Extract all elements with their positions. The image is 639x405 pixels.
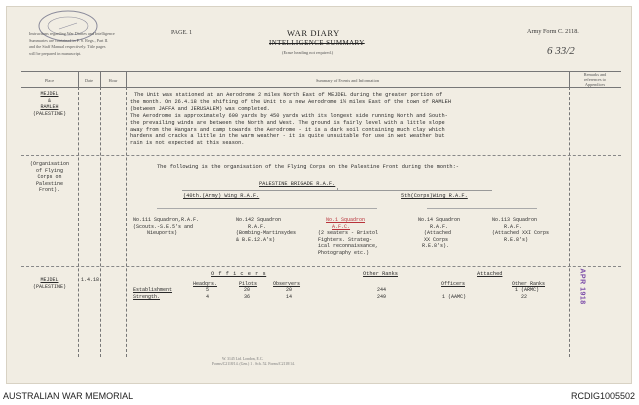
army-form-label: Army Form C. 2118.: [527, 28, 579, 35]
table-top-rule: [21, 71, 621, 72]
strength-label: Strength.: [133, 294, 161, 300]
imprint-line: W. 3145 Ltd. London, E.C.: [222, 357, 264, 361]
squadron-line: R.A.F.: [248, 223, 267, 230]
column-header-date: Date: [84, 78, 94, 83]
paragraph-line: hardens and cracks a little in the warm weather - it is quite unsuitable for use in wet weather but: [130, 133, 445, 140]
page-label-text: PAGE.: [171, 30, 188, 36]
received-date-text: APR 1918: [578, 268, 586, 305]
archive-footer: [0, 386, 639, 405]
squadron-14: [418, 217, 460, 250]
strength-observers: 14: [286, 294, 293, 300]
squadron-line: Nieuports): [147, 230, 178, 236]
squadron-line: Fighters. Strateg-: [318, 236, 373, 243]
squadron-1-afc: [318, 217, 378, 256]
strength-pilots: 36: [244, 294, 251, 300]
instructions-line: and the Staff Manual respectively. Title pages: [29, 44, 106, 50]
squadron-line: No.14 Squadron: [418, 217, 461, 223]
column-header-hour: Hour: [108, 78, 118, 83]
establishment-label: Establishment: [133, 287, 173, 293]
heading-note: (Erase heading not required.): [282, 50, 334, 55]
other-ranks-heading: Other Ranks: [363, 271, 398, 277]
column-header-place: Place: [44, 78, 55, 83]
place-entry-organisation: [21, 161, 78, 194]
row-divider: [21, 266, 621, 267]
row-divider: [21, 155, 621, 156]
paragraph-line: the prevailing winds are between the North and West. The ground is fairly level with a little slope: [130, 119, 445, 126]
col-pilots: Pilots: [239, 281, 258, 287]
handwritten-reference: 6 33/2: [547, 45, 575, 57]
entry-date: 1.4.18.: [81, 277, 103, 283]
establishment-pilots: 20: [244, 287, 251, 293]
place-line: (PALESTINE): [32, 283, 66, 290]
squadron-line: No.113 Squadron: [492, 217, 538, 223]
squadron-line: (2 seaters - Bristol: [318, 230, 379, 236]
place-line: MEJDEL: [40, 91, 59, 97]
column-divider: [126, 87, 127, 357]
squadron-line: Photography etc.): [318, 249, 370, 256]
col-headquarters: Headqrs.: [193, 281, 218, 287]
paragraph-line: The Aerodrome is approximately 600 yards by 450 yards with its longest side running North and South-: [130, 112, 448, 119]
instructions-line: Instructions regarding War Diaries and Intelligence: [29, 31, 115, 36]
column-divider: [78, 87, 79, 357]
instructions-note: [29, 31, 115, 57]
squadron-line: (Bombing-Martinsydes: [236, 230, 297, 236]
officers-heading: O f f i c e r s: [211, 271, 267, 277]
strength-attached-officers: 1 (AAMC): [442, 294, 467, 300]
printer-imprint: [212, 357, 295, 367]
paragraph-line: (between JAFFA and JERUSALEM) was completed.: [130, 105, 270, 112]
attached-heading: Attached: [477, 271, 503, 277]
instructions-line: Summaries are contained in F. S. Regs., Part II.: [29, 37, 109, 43]
squadron-line: R.A.F.: [504, 223, 523, 230]
squadron-line: No.1 Squadron: [326, 217, 366, 223]
paragraph-line: The Unit was stationed at an Aerodrome 2 miles North East of MEJDEL during the greater portion of: [134, 92, 443, 98]
place-line: of Flying: [35, 167, 63, 174]
col-attached-officers: Officers: [441, 281, 466, 287]
page-subtitle: INTELLIGENCE SUMMARY: [269, 39, 365, 47]
column-header-summary: Summary of Events and Information: [315, 78, 379, 83]
paragraph-line: away from the Hangars and camp towards the Aerodrome - it is a dark soil containing much clay which: [130, 126, 445, 133]
strength-headquarters: 4: [206, 294, 210, 300]
establishment-observers: 20: [286, 287, 293, 293]
squadron-line: No.142 Squadron: [236, 217, 282, 223]
paragraph-line: the month. On 26.4.18 the shifting of the Unit to a new Aerodrome 1½ miles East of the town of RAMLEH: [130, 98, 452, 105]
remarks-header-line: Appendices: [584, 82, 606, 87]
place-line: Front).: [38, 187, 60, 193]
squadron-line: (Scouts.-S.E.5's and: [133, 223, 194, 230]
diary-page: [6, 6, 632, 384]
squadron-line: (Attached XXI Corps: [492, 230, 550, 236]
brigade-heading: PALESTINE BRIGADE R.A.F.: [259, 181, 336, 187]
strength-other-ranks: 249: [377, 294, 387, 300]
squadron-line: XX Corps: [424, 236, 449, 243]
squadron-113: [492, 217, 549, 243]
place-line: MEJDEL: [40, 277, 59, 283]
squadron-line: (Attached: [424, 230, 452, 236]
org-chart-branch: [157, 208, 377, 209]
place-line: &: [47, 97, 51, 104]
paragraph-line: rain is not expected at this season.: [130, 140, 245, 147]
paragraph-organisation: The following is the organisation of the Flying Corps on the Palestine Front during the month:-: [157, 164, 459, 170]
squadron-line: R.A.F.: [430, 223, 449, 230]
org-chart-branch: [182, 190, 492, 191]
wing-5th-corps: 5th(Corps)Wing R.A.F.: [401, 193, 468, 199]
squadron-142: [236, 217, 296, 243]
squadron-line: ical reconnaissance,: [318, 243, 379, 249]
establishment-headquarters: 5: [206, 287, 210, 293]
squadron-111: [133, 217, 199, 237]
col-observers: Observers: [273, 281, 301, 287]
place-line: (PALESTINE): [32, 110, 66, 117]
archive-reference: RCDIG1005502: [570, 391, 635, 401]
column-divider: [100, 87, 101, 357]
strength-attached-other-ranks: 22: [521, 294, 528, 300]
column-divider: [569, 87, 570, 357]
place-line: (Organisation: [29, 161, 69, 167]
page-label: [171, 30, 192, 36]
received-date-stamp: [575, 265, 587, 313]
imprint-line: Forms/C2118/14. (Gen.) 1 . Sch. 52. Forms/C2118/14.: [212, 362, 295, 366]
column-header-remarks: [569, 72, 621, 87]
place-line: Palestine: [35, 180, 63, 187]
header-bottom-rule: [21, 87, 621, 88]
establishment-attached-other-ranks: 1 (ARMC): [515, 287, 540, 293]
instructions-line: will be prepared in manuscript.: [29, 50, 82, 56]
org-chart-branch: [427, 208, 537, 209]
squadron-line: A.F.C.: [332, 223, 351, 230]
wing-40th-army: (40th.(Army) Wing R.A.F.: [183, 193, 260, 199]
place-line: RAMLEH: [40, 104, 59, 110]
paragraph-aerodrome: [130, 92, 451, 147]
page-number: 1: [189, 30, 193, 36]
establishment-other-ranks: 244: [377, 287, 387, 293]
place-entry-mejdel: [21, 277, 78, 290]
place-line: Corps on: [37, 174, 62, 180]
place-entry-mejdel-ramleh: [21, 91, 78, 117]
page-title: WAR DIARY: [287, 28, 340, 38]
squadron-line: No.111 Squadron,R.A.F.: [133, 217, 200, 223]
col-attached-other-ranks: Other Ranks: [512, 281, 546, 287]
remarks-header-line: Remarks and: [583, 72, 607, 77]
org-chart-stem: [337, 188, 338, 190]
archive-name: AUSTRALIAN WAR MEMORIAL: [3, 391, 134, 401]
squadron-line: & B.E.12.A's): [236, 236, 276, 243]
remarks-header-line: references to: [583, 77, 607, 82]
squadron-line: R.E.8's): [504, 236, 529, 243]
squadron-line: R.E.8's).: [422, 243, 450, 249]
